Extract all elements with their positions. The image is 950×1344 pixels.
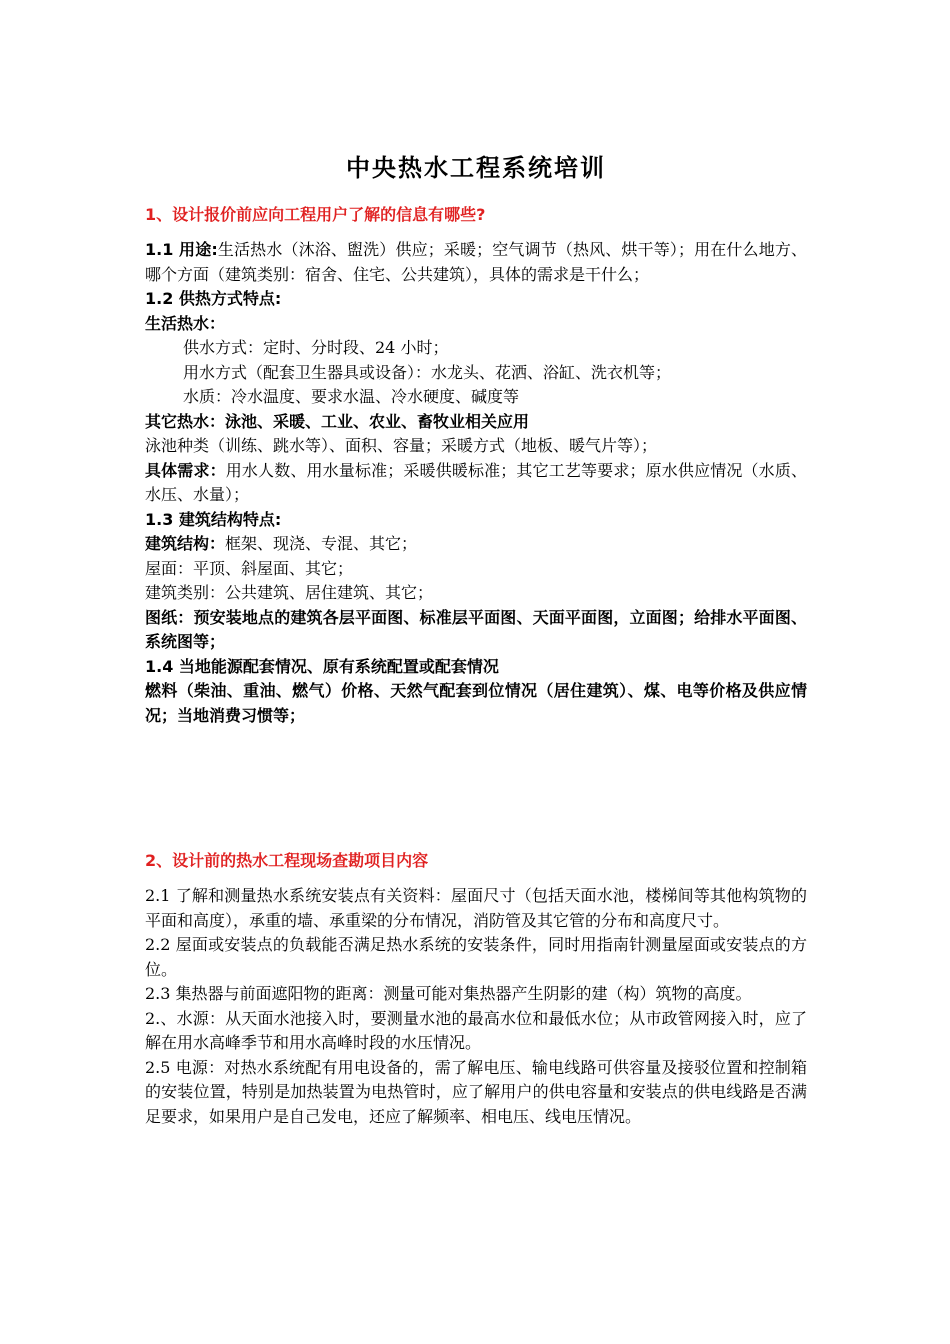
usage-text: 生活热水（沐浴、盥洗）供应；采暖；空气调节（热风、烘干等）；用在什么地方、哪个方面（建筑类别：宿舍、住宅、公共建筑），具体的需求是干什么； bbox=[145, 240, 807, 284]
section-2-body bbox=[145, 884, 807, 1129]
building-type-line: 建筑类别：公共建筑、居住建筑、其它； bbox=[145, 583, 434, 602]
supply-mode-item: 供水方式：定时、分时段、24 小时； bbox=[183, 338, 449, 357]
section-2-heading: 2、设计前的热水工程现场查勘项目内容 bbox=[145, 851, 429, 870]
heat-supply-heading: 1.2 供热方式特点: bbox=[145, 289, 282, 308]
survey-paragraph: 2.1 了解和测量热水系统安装点有关资料：屋面尺寸（包括天面水池，楼梯间等其他构筑物的平面和高度），承重的墙、承重梁的分布情况，消防管及其它管的分布和高度尺寸。 bbox=[145, 886, 807, 930]
survey-paragraph: 2.3 集热器与前面遮阳物的距离：测量可能对集热器产生阴影的建（构）筑物的高度。 bbox=[145, 984, 752, 1003]
survey-paragraph: 2.、水源：从天面水池接入时，要测量水池的最高水位和最低水位；从市政管网接入时，应了解在用水高峰季节和用水高峰时段的水压情况。 bbox=[145, 1008, 807, 1052]
section-1-body bbox=[145, 238, 807, 728]
usage-paragraph bbox=[145, 238, 807, 287]
specific-needs-paragraph bbox=[145, 459, 807, 508]
section-1-heading: 1、设计报价前应向工程用户了解的信息有哪些? bbox=[145, 205, 486, 224]
building-structure-label: 建筑结构： bbox=[145, 534, 226, 553]
specific-needs-text: 用水人数、用水量标准；采暖供暖标准；其它工艺等要求；原水供应情况（水质、水压、水量）； bbox=[145, 460, 807, 504]
energy-heading: 1.4 当地能源配套情况、原有系统配置或配套情况 bbox=[145, 656, 499, 676]
document-title: 中央热水工程系统培训 bbox=[346, 154, 606, 182]
building-structure-line bbox=[145, 532, 807, 557]
fuel-paragraph: 燃料（柴油、重油、燃气）价格、天然气配套到位情况（居住建筑）、煤、电等价格及供应情况；当地消费习惯等； bbox=[145, 681, 807, 725]
usage-label: 1.1 用途: bbox=[145, 240, 218, 259]
roof-line: 屋面：平顶、斜屋面、其它； bbox=[145, 558, 354, 578]
building-structure-heading: 1.3 建筑结构特点: bbox=[145, 509, 282, 529]
survey-paragraph: 2.2 屋面或安装点的负载能否满足热水系统的安装条件，同时用指南针测量屋面或安装点的方位。 bbox=[145, 935, 807, 979]
survey-paragraph: 2.5 电源：对热水系统配有用电设备的，需了解电压、输电线路可供容量及接驳位置和控制箱的安装位置，特别是加热装置为电热管时，应了解用户的供电容量和安装点的供电线路是否满足要求，如果用户是自己发电，还应了解频率、相电压、线电压情况。 bbox=[145, 1057, 807, 1126]
usage-mode-item: 用水方式（配套卫生器具或设备）：水龙头、花洒、浴缸、洗衣机等； bbox=[183, 362, 672, 382]
other-hot-water-label: 其它热水：泳池、采暖、工业、农业、畜牧业相关应用 bbox=[145, 411, 530, 431]
drawings-paragraph: 图纸：预安装地点的建筑各层平面图、标准层平面图、天面平面图，立面图；给排水平面图、系统图等； bbox=[145, 607, 807, 651]
specific-needs-label: 具体需求： bbox=[145, 460, 226, 480]
building-structure-text: 框架、现浇、专混、其它； bbox=[225, 534, 418, 553]
domestic-hot-water-label: 生活热水： bbox=[145, 313, 226, 333]
other-hot-water-text: 泳池种类（训练、跳水等）、面积、容量；采暖方式（地板、暖气片等）； bbox=[145, 436, 658, 455]
water-quality-item: 水质：冷水温度、要求水温、冷水硬度、碱度等 bbox=[183, 387, 520, 406]
